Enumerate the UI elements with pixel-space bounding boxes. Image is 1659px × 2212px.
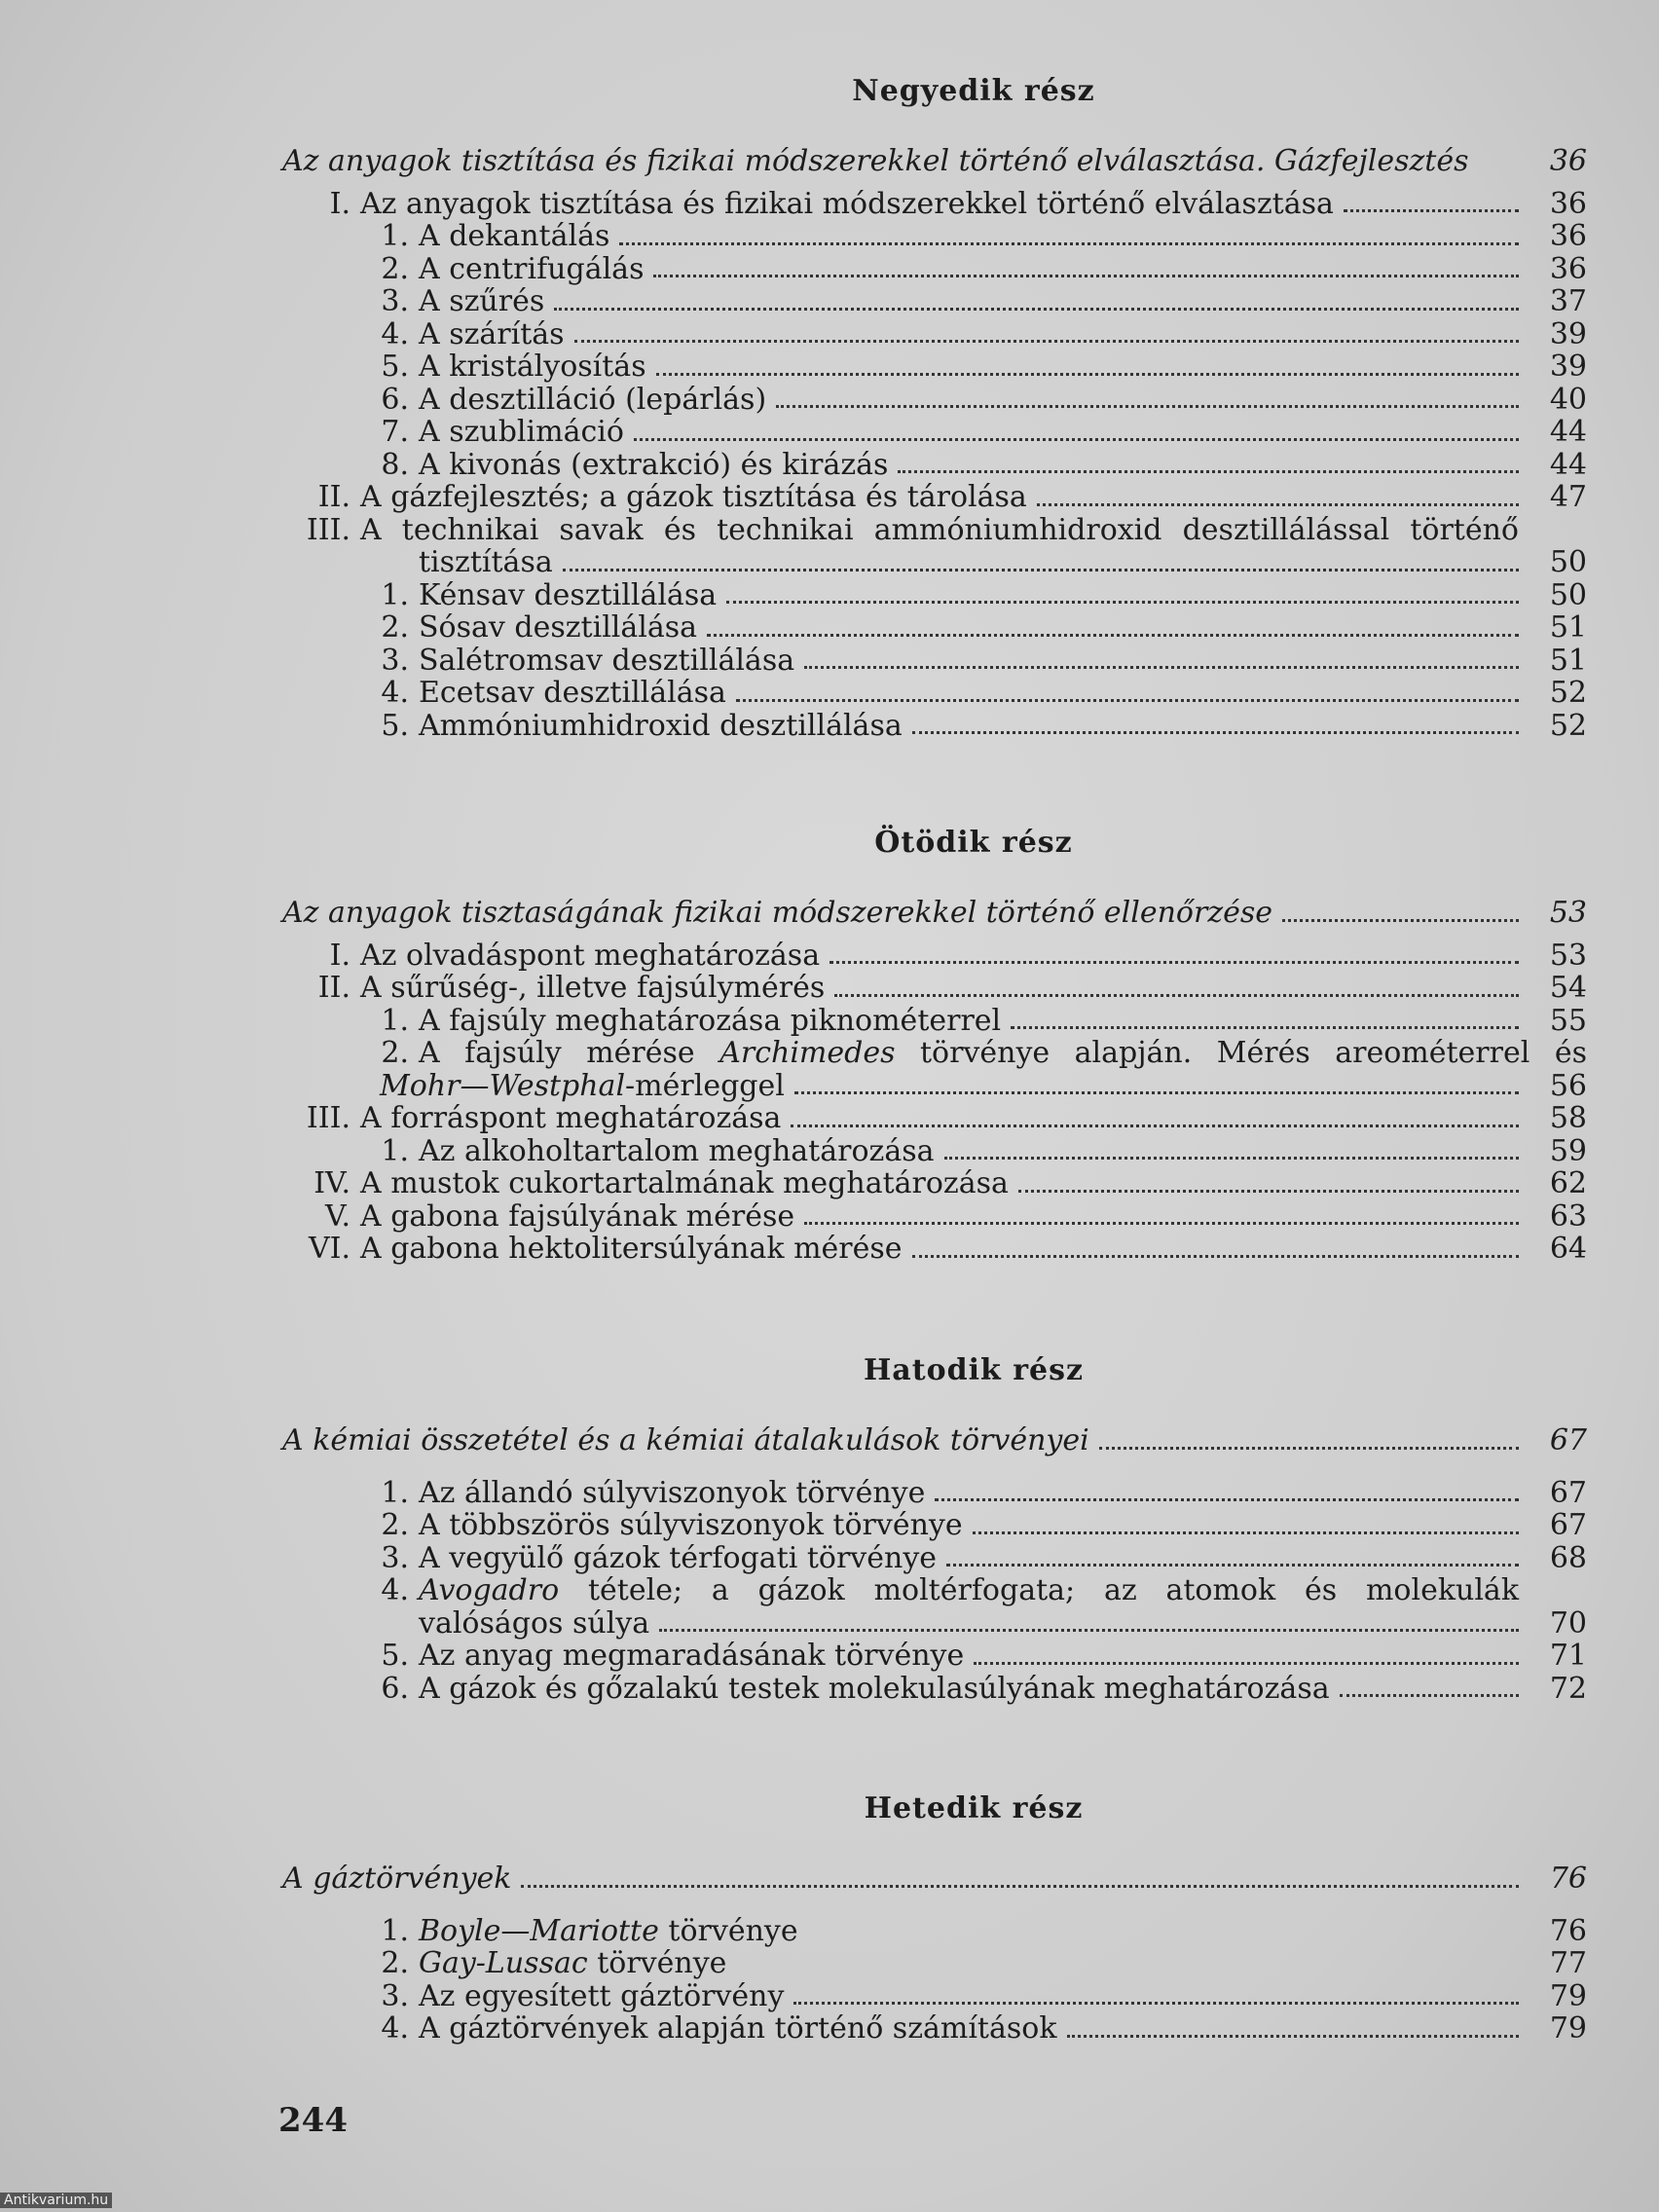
toc-entry-continuation xyxy=(282,546,1587,579)
entry-number: 1. xyxy=(381,1475,409,1510)
toc-entry xyxy=(282,1673,1587,1706)
entry-number: 1. xyxy=(381,1913,409,1948)
title-italic-name: Avogadro xyxy=(419,1573,560,1607)
entry-number: 4. xyxy=(381,676,409,710)
entry-title: A kristályosítás xyxy=(419,350,646,384)
entry-title: A dekantálás xyxy=(419,219,610,253)
entry-title: A gázok és gőzalakú testek molekulasúlyának meghatározása xyxy=(419,1671,1330,1706)
leader-dots xyxy=(804,1222,1519,1225)
entry-page: 40 xyxy=(1549,382,1587,417)
entry-number: 4. xyxy=(381,316,409,351)
entry-title-line1 xyxy=(409,1574,1587,1607)
entry-page: 67 xyxy=(1549,1508,1587,1542)
entry-number: 2. xyxy=(381,1508,409,1542)
toc-entry xyxy=(282,2012,1587,2046)
entry-page: 63 xyxy=(1549,1198,1587,1234)
leader-dots xyxy=(1340,1694,1519,1697)
title-italic-name: Mohr—Westphal xyxy=(380,1068,626,1103)
toc-entry xyxy=(282,1102,1587,1135)
entry-number: 1. xyxy=(381,1133,409,1168)
section-heading: Ötödik rész xyxy=(874,826,1073,860)
toc-entry-continuation xyxy=(282,1070,1587,1103)
entry-number: 1. xyxy=(381,219,409,253)
entry-number: V. xyxy=(325,1198,350,1234)
entry-title: A szárítás xyxy=(419,316,565,351)
entry-page: 52 xyxy=(1549,676,1587,710)
title-text: törvénye xyxy=(587,1946,727,1980)
leader-dots xyxy=(554,308,1519,311)
leader-dots xyxy=(912,731,1519,734)
entry-title: A centrifugálás xyxy=(419,251,645,286)
leader-dots xyxy=(1344,209,1519,212)
leader-dots xyxy=(804,666,1519,669)
toc-entry-multiline xyxy=(282,1574,1587,1607)
toc-entry-continuation xyxy=(282,1607,1587,1641)
toc-entry xyxy=(282,1640,1587,1673)
entry-page: 79 xyxy=(1549,2011,1587,2046)
toc-entry xyxy=(282,1947,1587,1980)
entry-page: 76 xyxy=(1549,1913,1587,1948)
entry-page: 36 xyxy=(1549,144,1587,178)
entry-page: 36 xyxy=(1549,251,1587,286)
entry-page: 51 xyxy=(1549,643,1587,678)
entry-title: Kénsav desztillálása xyxy=(419,577,718,612)
leader-dots xyxy=(1011,1026,1519,1029)
toc-entry xyxy=(282,1233,1587,1266)
toc-entry xyxy=(282,972,1587,1005)
entry-number: 2. xyxy=(381,610,409,645)
leader-dots xyxy=(898,470,1519,473)
section-part6 xyxy=(282,1353,1587,1705)
entry-title: Az állandó súlyviszonyok törvénye xyxy=(419,1475,926,1510)
title-text: -mérleggel xyxy=(625,1068,785,1103)
toc-entry xyxy=(282,318,1587,351)
section-heading: Hetedik rész xyxy=(864,1791,1084,1825)
leader-dots xyxy=(834,994,1519,997)
entry-page: 71 xyxy=(1549,1639,1587,1673)
toc-entry xyxy=(282,579,1587,612)
toc-entry xyxy=(282,611,1587,645)
entry-page: 39 xyxy=(1549,350,1587,384)
entry-title: A sűrűség-, illetve fajsúlymérés xyxy=(360,971,826,1005)
leader-dots xyxy=(634,438,1519,441)
entry-title: Az anyagok tisztaságának fizikai módszerekkel történő ellenőrzése xyxy=(282,896,1273,930)
leader-dots xyxy=(935,1498,1519,1501)
leader-dots xyxy=(973,1531,1519,1534)
entry-page: 36 xyxy=(1549,219,1587,253)
leader-dots xyxy=(794,1091,1519,1094)
leader-dots xyxy=(1018,1190,1519,1193)
entry-page: 67 xyxy=(1549,1475,1587,1510)
entry-page: 44 xyxy=(1549,447,1587,482)
entry-number: 6. xyxy=(381,382,409,417)
entry-number: III. xyxy=(306,1101,350,1135)
entry-number: 7. xyxy=(381,415,409,449)
section-part5 xyxy=(282,826,1587,1266)
leader-dots xyxy=(793,2002,1519,2005)
entry-title: Az anyagok tisztítása és fizikai módszerekkel történő elválasztása xyxy=(360,186,1334,221)
entry-page: 47 xyxy=(1549,480,1587,514)
leader-dots xyxy=(521,1885,1519,1888)
leader-dots xyxy=(574,340,1519,343)
title-text: tétele; a gázok moltérfogata; az atomok és molekulák xyxy=(559,1573,1519,1607)
entry-title: A fajsúly meghatározása piknométerrel xyxy=(419,1003,1002,1038)
entry-page: 37 xyxy=(1549,284,1587,318)
entry-page: 51 xyxy=(1549,610,1587,645)
leader-dots xyxy=(974,1662,1519,1665)
entry-page: 68 xyxy=(1549,1540,1587,1575)
entry-title-line2 xyxy=(380,1070,785,1103)
leader-dots xyxy=(653,275,1519,277)
entry-title: A többszörös súlyviszonyok törvénye xyxy=(419,1508,963,1542)
entry-page: 59 xyxy=(1549,1133,1587,1168)
entry-number: 1. xyxy=(381,577,409,612)
entry-title: A gázfejlesztés; a gázok tisztítása és tárolása xyxy=(360,480,1027,514)
title-text: törvénye xyxy=(658,1913,798,1948)
leader-dots xyxy=(944,1157,1520,1160)
entry-title: Sósav desztillálása xyxy=(419,610,698,645)
entry-title: A gáztörvények xyxy=(282,1862,512,1896)
entry-number: II. xyxy=(317,480,350,514)
toc-entry xyxy=(282,1915,1587,1948)
entry-page: 55 xyxy=(1549,1003,1587,1038)
entry-title: A szublimáció xyxy=(419,415,624,449)
entry-title: Az olvadáspont meghatározása xyxy=(360,938,821,973)
entry-page: 52 xyxy=(1549,708,1587,743)
section-part7 xyxy=(282,1791,1587,2046)
leader-dots xyxy=(659,1629,1519,1632)
entry-page: 36 xyxy=(1549,186,1587,221)
leader-dots xyxy=(1037,503,1519,506)
toc-entry xyxy=(282,188,1587,221)
leader-dots xyxy=(791,1124,1519,1127)
entry-number: 3. xyxy=(381,1540,409,1575)
entry-number: 3. xyxy=(381,643,409,678)
toc-entry xyxy=(282,1135,1587,1168)
leader-dots xyxy=(726,601,1519,604)
entry-page: 44 xyxy=(1549,415,1587,449)
toc-entry xyxy=(282,1200,1587,1234)
entry-title: A kémiai összetétel és a kémiai átalakulások törvényei xyxy=(282,1423,1089,1457)
entry-number: IV. xyxy=(313,1166,350,1200)
entry-title: Az egyesített gáztörvény xyxy=(419,1978,785,2013)
entry-title: A gabona hektolitersúlyának mérése xyxy=(360,1232,903,1266)
toc-main-entry xyxy=(282,897,1587,930)
entry-page: 62 xyxy=(1549,1166,1587,1200)
page-number: 244 xyxy=(278,2101,348,2140)
entry-number: I. xyxy=(329,186,350,221)
toc-entry xyxy=(282,416,1587,449)
toc-entry xyxy=(282,940,1587,973)
leader-dots xyxy=(1067,2035,1519,2038)
toc-entry xyxy=(282,220,1587,253)
toc-entry xyxy=(282,1980,1587,2013)
entry-title: A gáztörvények alapján történő számítások xyxy=(419,2011,1057,2046)
toc-entry xyxy=(282,253,1587,286)
entry-title xyxy=(409,1915,798,1948)
leader-dots xyxy=(912,1255,1519,1258)
entry-number: 3. xyxy=(381,1978,409,2013)
entry-number: 1. xyxy=(381,1003,409,1038)
entry-number: I. xyxy=(329,938,350,973)
entry-page: 56 xyxy=(1549,1068,1587,1103)
toc-entry xyxy=(282,710,1587,743)
entry-title-line1: A technikai savak és technikai ammóniumhidroxid desztillálással történő xyxy=(360,512,1519,547)
entry-number: 4. xyxy=(381,2011,409,2046)
entry-title: A kivonás (extrakció) és kirázás xyxy=(419,447,889,482)
entry-page: 50 xyxy=(1549,577,1587,612)
entry-page: 76 xyxy=(1549,1862,1587,1896)
leader-dots xyxy=(830,961,1519,964)
leader-dots xyxy=(736,699,1519,702)
title-italic-name: Boyle—Mariotte xyxy=(419,1913,659,1948)
entry-number: 5. xyxy=(381,350,409,384)
section-part4 xyxy=(282,74,1587,742)
entry-number: VI. xyxy=(308,1232,350,1266)
section-heading: Hatodik rész xyxy=(863,1353,1085,1387)
leader-dots xyxy=(1099,1447,1519,1450)
entry-title: A szűrés xyxy=(419,284,545,318)
toc-entry xyxy=(282,449,1587,482)
leader-dots xyxy=(656,373,1519,376)
leader-dots xyxy=(1282,919,1519,922)
toc-entry xyxy=(282,677,1587,710)
toc-entry-multiline xyxy=(282,514,1587,547)
title-text: törvénye alapján. Mérés areométerrel és xyxy=(895,1036,1587,1070)
entry-title: A vegyülő gázok térfogati törvénye xyxy=(419,1540,938,1575)
toc-main-entry xyxy=(282,145,1587,178)
entry-number: 2. xyxy=(381,251,409,286)
toc-entry xyxy=(282,1167,1587,1200)
toc-main-entry xyxy=(282,1862,1587,1896)
entry-number: II. xyxy=(317,971,350,1005)
toc-entry xyxy=(282,350,1587,384)
title-italic-name: Gay-Lussac xyxy=(419,1946,588,1980)
leader-dots xyxy=(707,634,1519,637)
entry-title: Ammóniumhidroxid desztillálása xyxy=(419,708,903,743)
entry-page: 77 xyxy=(1549,1946,1587,1980)
entry-title xyxy=(409,1947,726,1980)
toc-entry xyxy=(282,645,1587,678)
entry-page: 72 xyxy=(1549,1671,1587,1706)
entry-number: 3. xyxy=(381,284,409,318)
entry-number: 5. xyxy=(381,708,409,743)
entry-title: A forráspont meghatározása xyxy=(360,1101,782,1135)
entry-title: Ecetsav desztillálása xyxy=(419,676,726,710)
toc-entry xyxy=(282,1477,1587,1510)
leader-dots xyxy=(776,405,1519,408)
watermark: Antikvarium.hu xyxy=(0,2193,112,2208)
entry-page: 58 xyxy=(1549,1101,1587,1135)
entry-number: 5. xyxy=(381,1639,409,1673)
toc-entry xyxy=(282,285,1587,318)
entry-page: 39 xyxy=(1549,316,1587,351)
entry-title-line2: valóságos súlya xyxy=(419,1605,650,1641)
title-italic-name: Archimedes xyxy=(719,1036,896,1070)
entry-page: 64 xyxy=(1549,1232,1587,1266)
entry-title: Az anyagok tisztítása és fizikai módszerekkel történő elválasztása. Gázfejlesztés xyxy=(282,144,1469,178)
entry-page: 54 xyxy=(1549,971,1587,1005)
title-text: A fajsúly mérése xyxy=(419,1036,720,1070)
entry-page: 67 xyxy=(1549,1423,1587,1457)
leader-dots xyxy=(619,242,1519,245)
entry-number: 2. xyxy=(381,1946,409,1980)
leader-dots xyxy=(563,569,1519,571)
entry-title: Salétromsav desztillálása xyxy=(419,643,795,678)
entry-number: 8. xyxy=(381,447,409,482)
toc-entry xyxy=(282,1005,1587,1038)
toc-entry xyxy=(282,481,1587,514)
entry-number: 4. xyxy=(381,1573,409,1607)
entry-title-line2: tisztítása xyxy=(419,545,553,579)
entry-title: A mustok cukortartalmának meghatározása xyxy=(360,1166,1009,1200)
entry-page: 70 xyxy=(1549,1605,1587,1641)
entry-page: 79 xyxy=(1549,1978,1587,2013)
entry-title: A gabona fajsúlyának mérése xyxy=(360,1198,795,1234)
toc-main-entry xyxy=(282,1424,1587,1457)
entry-title-line1 xyxy=(409,1037,1587,1070)
entry-title: Az anyag megmaradásának törvénye xyxy=(419,1639,965,1673)
toc-entry-multiline xyxy=(282,1037,1587,1070)
entry-page: 50 xyxy=(1549,545,1587,579)
entry-title: Az alkoholtartalom meghatározása xyxy=(419,1133,935,1168)
entry-number: 2. xyxy=(381,1036,409,1070)
entry-page: 53 xyxy=(1549,896,1587,930)
entry-page: 53 xyxy=(1549,938,1587,973)
toc-entry xyxy=(282,384,1587,417)
entry-number: III. xyxy=(306,512,350,547)
toc-entry xyxy=(282,1542,1587,1575)
leader-dots xyxy=(946,1564,1519,1567)
section-heading: Negyedik rész xyxy=(852,74,1095,108)
entry-title: A desztilláció (lepárlás) xyxy=(419,382,767,417)
entry-number: 6. xyxy=(381,1671,409,1706)
toc-entry xyxy=(282,1509,1587,1542)
